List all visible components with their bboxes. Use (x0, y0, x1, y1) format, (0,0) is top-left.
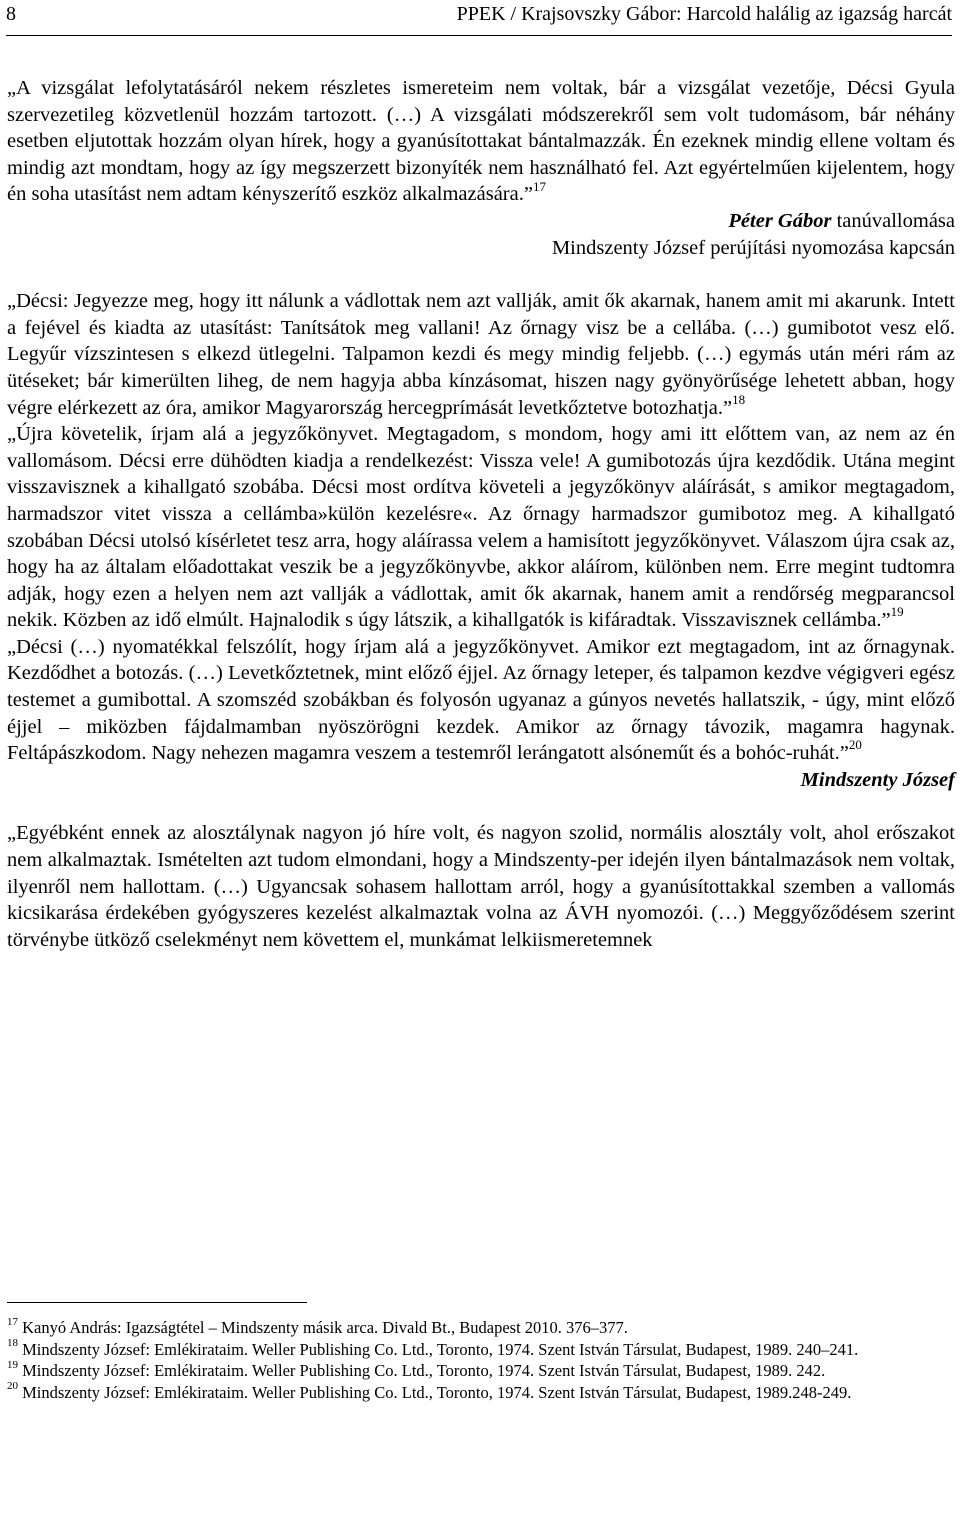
footnote (7, 1360, 955, 1382)
footnote-number: 17 (7, 1315, 18, 1328)
footnote (7, 1317, 955, 1339)
footnote-text: Kanyó András: Igazságtétel – Mindszenty másik arca. Divald Bt., Budapest 2010. 376–377. (22, 1318, 628, 1337)
attribution-role: tanúvallomása (831, 209, 955, 232)
running-title: PPEK / Krajsovszky Gábor: Harcold halálig az igazság harcát (456, 3, 952, 25)
quote-paragraph: „Egyébként ennek az alosztálynak nagyon jó híre volt, és nagyon szolid, normális alosztály volt, ahol erőszakot nem alkalmaztak. Ismételten azt tudom elmondani, hogy a Mindszenty-per idején ilyen bántalmazások nem voltak, ilyenről nem hallottam. (…) Ugyancsak sohasem hallottam arról, hogy a gyanúsítottakkal szemben a vallomás kicsikarása érdekében gyógyszeres kezelést alkalmaztak volna az ÁVH nyomozói. (…) Meggyőződésem szerint törvénybe ütköző cselekményt nem követtem el, munkámat lelkiismeretemnek (7, 822, 955, 951)
footnote (7, 1382, 955, 1404)
footnote-ref: 19 (890, 604, 904, 620)
footnote-text: Mindszenty József: Emlékirataim. Weller Publishing Co. Ltd., Toronto, 1974. Szent István Társulat, Budapest, 1989. 242. (22, 1361, 826, 1380)
footnote-ref: 18 (732, 391, 746, 407)
quote-text: „A vizsgálat lefolytatásáról nekem részletes ismereteim nem voltak, bár a vizsgálat vezetője, Décsi Gyula szervezetileg közvetlenül hozzám tartozott. (…) A vizsgálati módszerekről sem volt tudomásom, bár néhány esetben eljutottak hozzám olyan hírek, hogy a gyanúsítottakat bántalmazzák. Én ezeknek mindig ellene voltam és mindig azt mondtam, hogy az így megszerzett bizonyíték nem használható fel. Azt egyértelműen kijelentem, hogy én soha utasítást nem adtam kényszerítő eszköz alkalmazására.” (7, 77, 955, 206)
quote-paragraph (7, 288, 955, 421)
page-number: 8 (6, 3, 16, 25)
footnote-number: 18 (7, 1337, 18, 1349)
footnote-number: 19 (7, 1358, 18, 1371)
attribution-context: Mindszenty József perújítási nyomozása kapcsán (551, 236, 955, 259)
quote-peter-gabor (7, 75, 955, 208)
paragraph-gap (7, 261, 955, 288)
paragraph-gap (7, 793, 955, 820)
quote-text: „Décsi: Jegyezze meg, hogy itt nálunk a vádlottak nem azt vallják, amit ők akarnak, hanem amit mi akarunk. Intett a fejével és kiadta az utasítást: Tanítsátok meg vallani! Az őrnagy visz be a cellába. (…) gumibotot vesz elő. Legyűr vízszintesen s elkezd ütlegelni. Talpamon kezdi és megy mindig feljebb. (…) egymás után méri rám az ütéseket; bár kimerülten liheg, de nem hagyja abba kínzásomat, hiszen nagy gyönyörűsége lehetett abban, hogy végre elérkezett az óra, amikor Magyarország hercegprímását levetkőztetve botozhatja.” (7, 290, 955, 419)
attribution-name: Mindszenty József (800, 768, 955, 791)
footnote-number: 20 (7, 1380, 18, 1392)
footnotes (7, 1302, 955, 1403)
footnote-text: Mindszenty József: Emlékirataim. Weller Publishing Co. Ltd., Toronto, 1974. Szent István Társulat, Budapest, 1989. 240–241. (22, 1339, 859, 1359)
attribution-mindszenty (7, 767, 955, 794)
footnote-text: Mindszenty József: Emlékirataim. Weller Publishing Co. Ltd., Toronto, 1974. Szent István Társulat, Budapest, 1989.248-249. (22, 1382, 852, 1402)
header-rule (6, 35, 952, 36)
quote-paragraph (7, 421, 955, 634)
attribution-peter-gabor (7, 208, 955, 235)
quote-text: „Décsi (…) nyomatékkal felszólít, hogy írjam alá a jegyzőkönyvet. Amikor ezt megtagadom, int az őrnagynak. Kezdődhet a botozás. (…) Levetkőztetnek, mint előző éjjel. Az őrnagy leteper, és talpamon kezdve végigveri egész testemet a gumibottal. A szomszéd szobákban és folyosón ugyanaz a gúnyos nevetés hallatszik, - úgy, mint előző éjjel – miközben fájdalmamban nyöszörögni kezdek. Amikor az őrnagy távozik, magamra hagynak. Feltápászkodom. Nagy nehezen magamra veszem a testemről lerángatott alsóneműt és a bohóc-ruhát.” (7, 635, 955, 765)
footnote-ref: 20 (848, 737, 862, 753)
quote-text: „Újra követelik, írjam alá a jegyzőkönyvet. Megtagadom, s mondom, hogy ami itt előttem van, az nem az én vallomásom. Décsi erre dühödten kiadja a rendelkezést: Vissza vele! A gumibotozás újra kezdődik. Utána megint visszavisznek a kihallgató szobába. Décsi most ordítva követeli a jegyzőkönyv aláírását, s amikor megtagadom, harmadszor vitet vissza a cellámba»külön kezelésre«. Az őrnagy harmadszor gumibotoz meg. A kihallgató szobában Décsi utolsó kísérletet tesz arra, hogy aláírassa velem a hamisított jegyzőkönyvet. Válaszom újra csak az, hogy ha az általam előadottakat veszik be a jegyzőkönyvbe, akkor aláírom, különben nem. Erre megint tudtomra adják, hogy ezen a helyen nem azt vallják a vádlottak, amit ők akarnak, hanem amit a rendőrség megparancsol nekik. Közben az idő elmúlt. Hajnalodik s úgy látszik, a kihallgatók is kifáradtak. Visszavisznek cellámba.” (7, 423, 955, 632)
quote-paragraph (7, 634, 955, 767)
footnote (7, 1339, 955, 1361)
footnote-rule (7, 1302, 307, 1303)
attribution-name: Péter Gábor (728, 209, 832, 232)
footnote-ref: 17 (532, 178, 546, 194)
page-header (6, 0, 952, 38)
main-text (7, 75, 955, 953)
